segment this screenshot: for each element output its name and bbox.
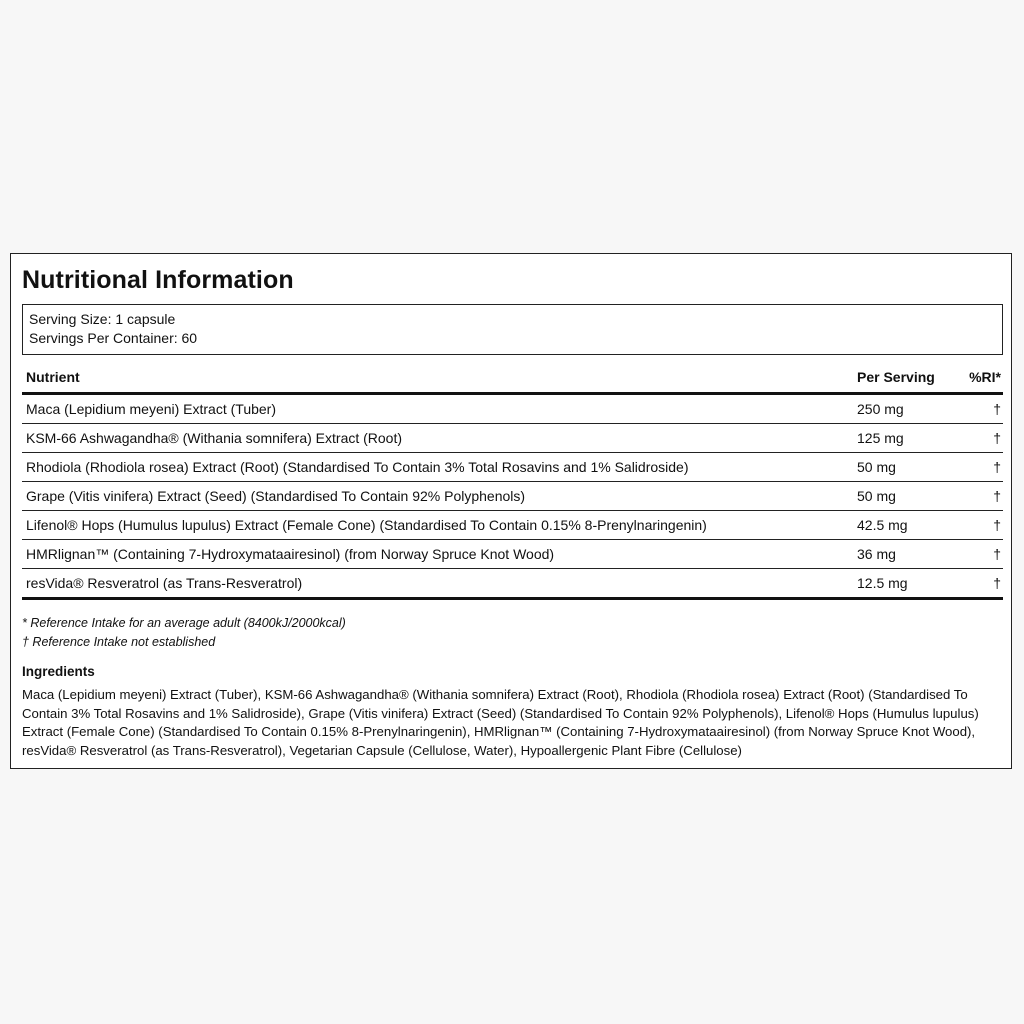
- table-row: [22, 482, 1003, 511]
- nutrient-ri: †: [993, 488, 1001, 504]
- ingredients-text: Maca (Lepidium meyeni) Extract (Tuber), KSM-66 Ashwagandha® (Withania somnifera) Extract (Root), Rhodiola (Rhodiola rosea) Extract (Root) (Standardised To Contain 3% Total Rosavins and 1% Salidroside), Grape (Vitis vinifera) Extract (Seed) (Standardised To Contain 92% Polyphenols), Lifenol® Hops (Humulus lupulus) Extract (Female Cone) (Standardised To Contain 0.15% 8-Prenylnaringenin), HMRlignan™ (Containing 7-Hydroxymataairesinol) (from Norway Spruce Knot Wood), resVida® Resveratrol (as Trans-Resveratrol), Vegetarian Capsule (Cellulose, Water), Hypoallergenic Plant Fibre (Cellulose): [22, 687, 979, 758]
- header-nutrient: Nutrient: [26, 369, 80, 385]
- header-per-serving: Per Serving: [857, 369, 935, 385]
- nutrient-amount: 50 mg: [857, 488, 896, 504]
- table-row: [22, 511, 1003, 540]
- nutrient-ri: †: [993, 517, 1001, 533]
- table-row: [22, 395, 1003, 424]
- header-ri: %RI*: [969, 369, 1001, 385]
- ingredients-heading: Ingredients: [22, 664, 95, 679]
- nutrient-name: Grape (Vitis vinifera) Extract (Seed) (Standardised To Contain 92% Polyphenols): [26, 488, 526, 504]
- nutrient-name: resVida® Resveratrol (as Trans-Resveratrol): [26, 575, 303, 591]
- nutrient-amount: 42.5 mg: [857, 517, 908, 533]
- nutrition-panel: [10, 253, 1012, 769]
- nutrient-ri: †: [993, 430, 1001, 446]
- nutrient-table: [22, 367, 1003, 600]
- table-row: [22, 424, 1003, 453]
- table-row: [22, 569, 1003, 600]
- nutrient-amount: 50 mg: [857, 459, 896, 475]
- serving-size: Serving Size: 1 capsule: [29, 311, 176, 327]
- serving-info-box: [22, 304, 1003, 355]
- table-header: [22, 367, 1003, 395]
- nutrient-ri: †: [993, 401, 1001, 417]
- nutrient-name: Rhodiola (Rhodiola rosea) Extract (Root) (Standardised To Contain 3% Total Rosavins and 1% Salidroside): [26, 459, 689, 475]
- nutrient-name: Lifenol® Hops (Humulus lupulus) Extract (Female Cone) (Standardised To Contain 0.15% 8-Prenylnaringenin): [26, 517, 707, 533]
- nutrient-amount: 12.5 mg: [857, 575, 908, 591]
- footnotes: [22, 614, 346, 652]
- nutrient-amount: 250 mg: [857, 401, 904, 417]
- table-row: [22, 540, 1003, 569]
- nutrient-ri: †: [993, 575, 1001, 591]
- nutrient-amount: 125 mg: [857, 430, 904, 446]
- nutrient-amount: 36 mg: [857, 546, 896, 562]
- footnote-not-established: † Reference Intake not established: [22, 635, 216, 649]
- nutrient-name: KSM-66 Ashwagandha® (Withania somnifera) Extract (Root): [26, 430, 403, 446]
- nutrient-ri: †: [993, 546, 1001, 562]
- footnote-reference-intake: * Reference Intake for an average adult (8400kJ/2000kcal): [22, 616, 346, 630]
- nutrient-name: HMRlignan™ (Containing 7-Hydroxymataairesinol) (from Norway Spruce Knot Wood): [26, 546, 555, 562]
- nutrient-name: Maca (Lepidium meyeni) Extract (Tuber): [26, 401, 277, 417]
- page-title: Nutritional Information: [22, 266, 294, 294]
- nutrient-ri: †: [993, 459, 1001, 475]
- table-row: [22, 453, 1003, 482]
- servings-per-container: Servings Per Container: 60: [29, 330, 198, 346]
